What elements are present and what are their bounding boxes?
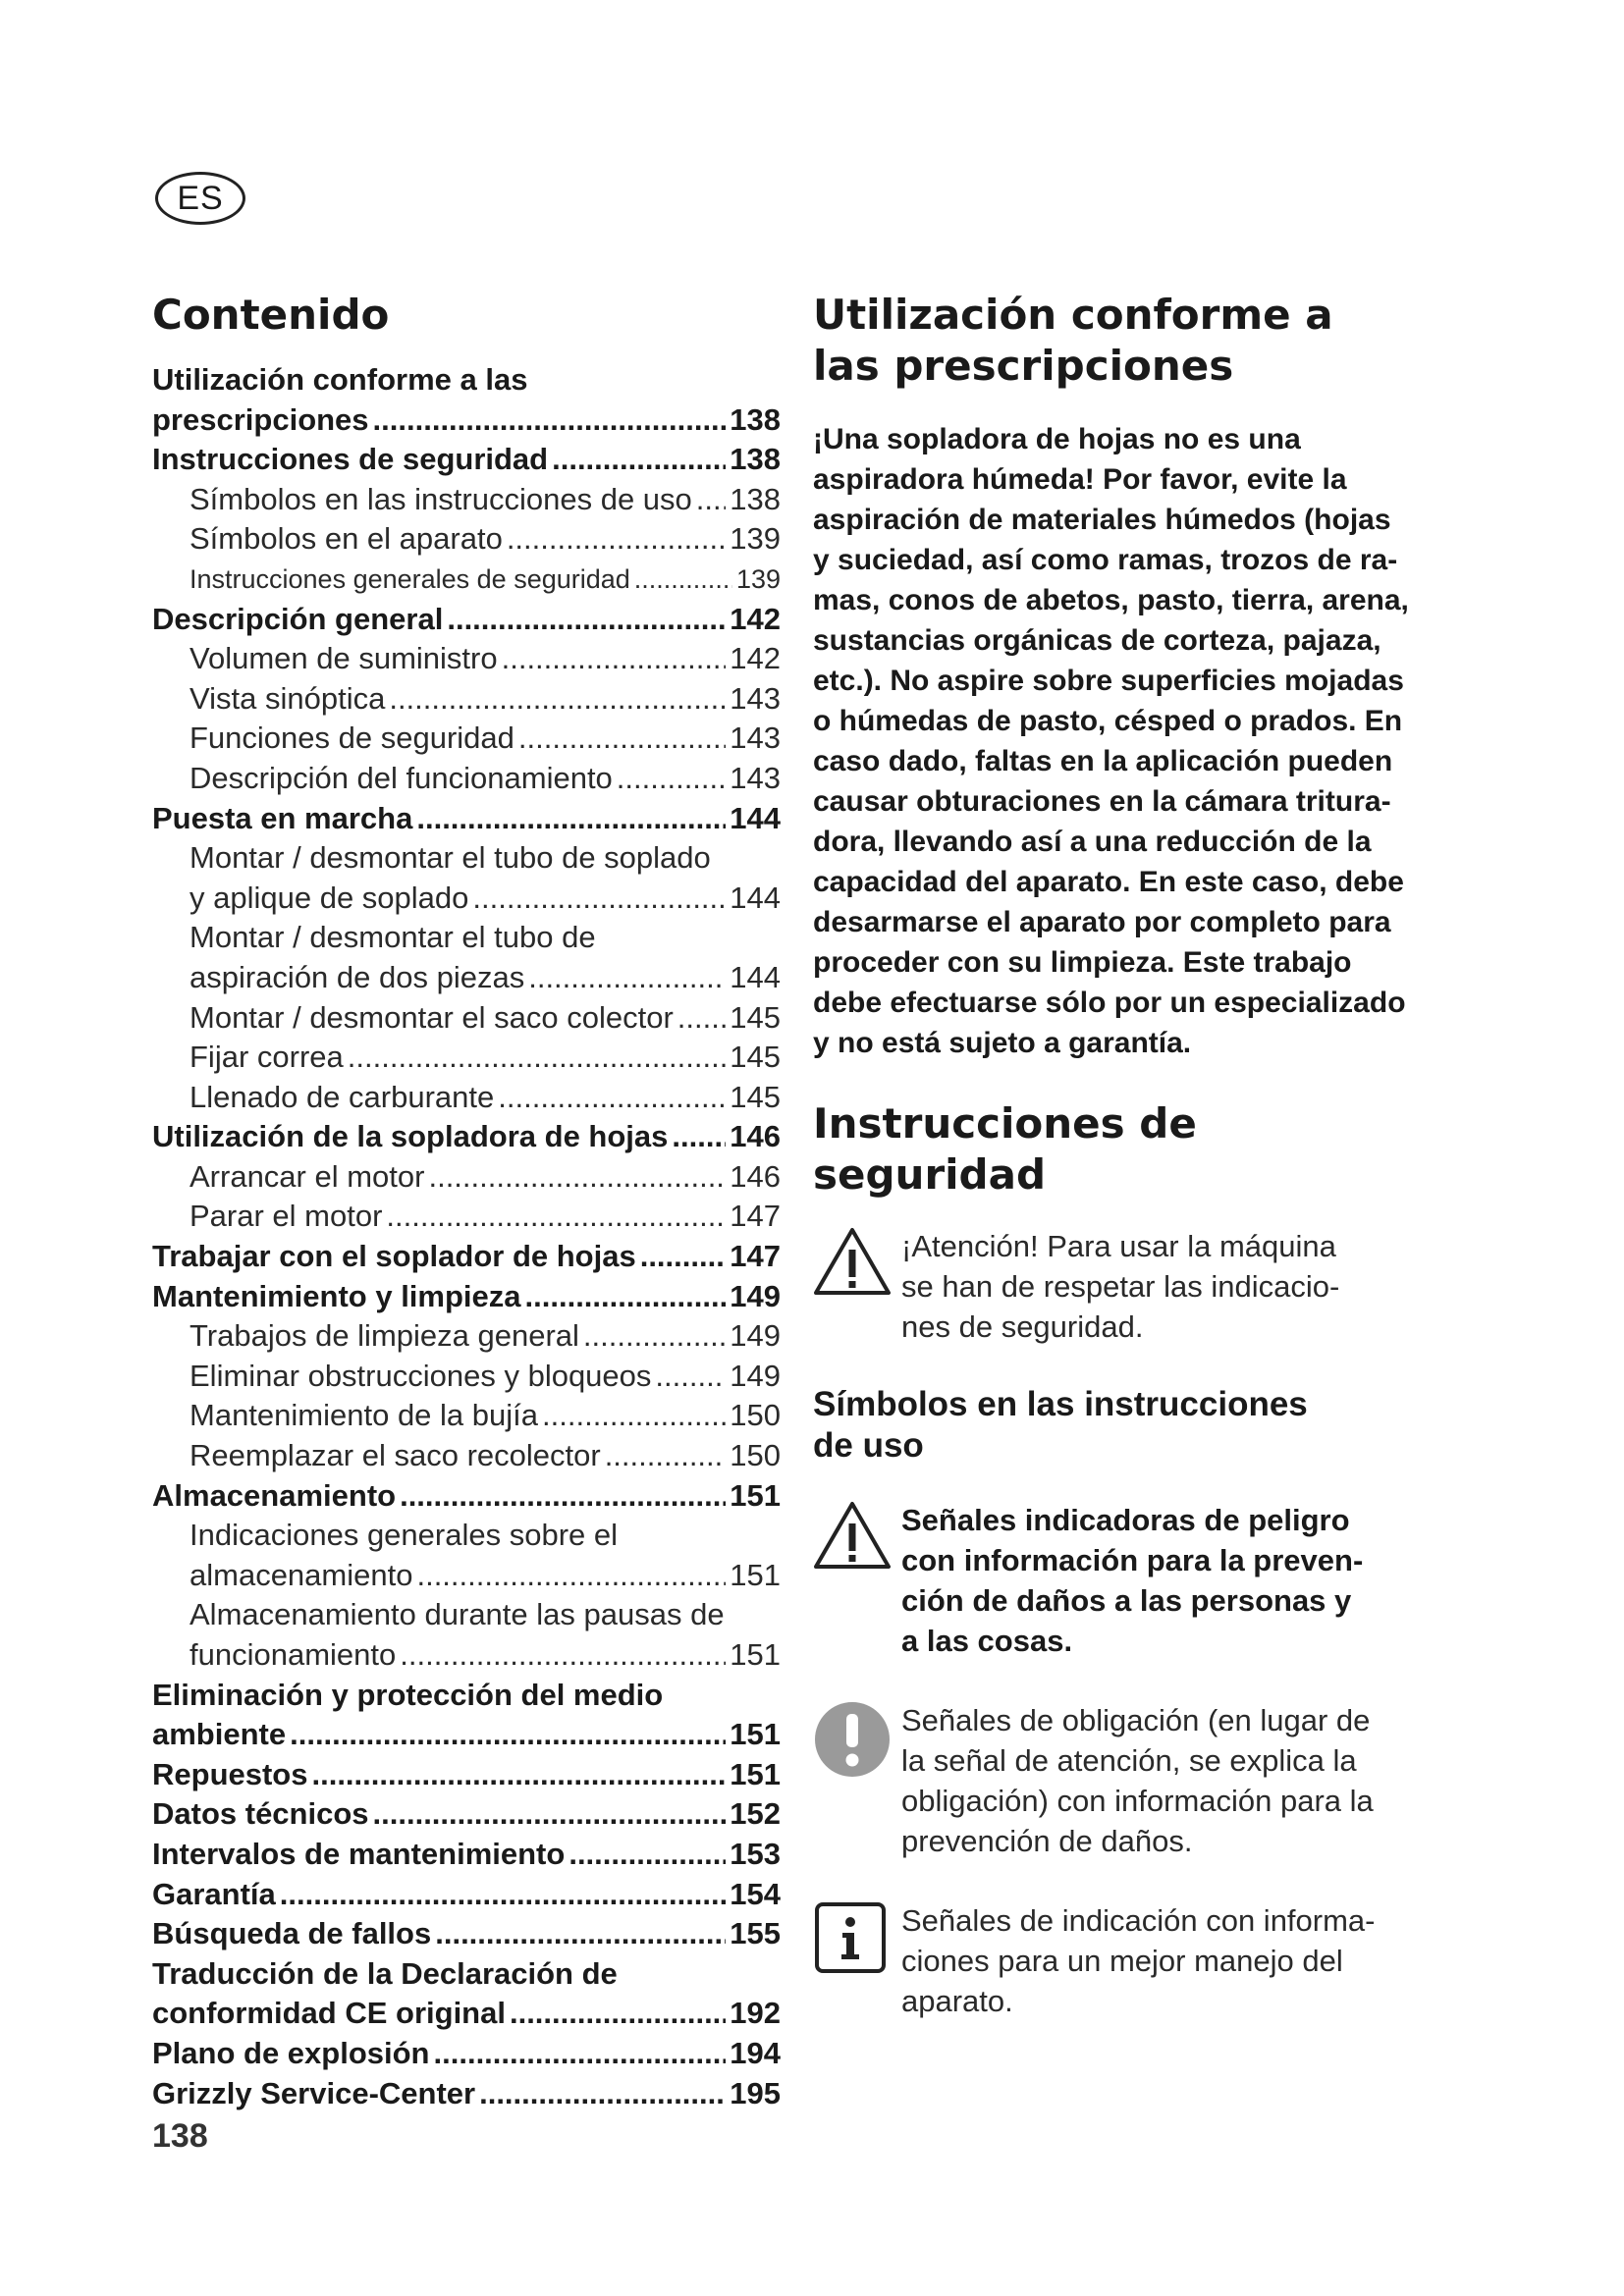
- toc-entry[interactable]: [152, 1277, 781, 1317]
- text-line: aspiración de materiales húmedos (hojas: [813, 504, 1391, 536]
- toc-entry-page: 154: [730, 1876, 781, 1911]
- toc-entry[interactable]: [152, 519, 781, 560]
- toc-entry-page: 151: [730, 1557, 781, 1592]
- table-of-contents: [152, 290, 781, 2156]
- text-line: caso dado, faltas en la aplicación pueden: [813, 745, 1393, 777]
- toc-entry[interactable]: [152, 719, 781, 759]
- obligation-symbol-explanation: [813, 1700, 1441, 1861]
- toc-entry-page: 143: [730, 721, 781, 756]
- toc-entry-page: 138: [730, 401, 781, 437]
- toc-entry[interactable]: [152, 1954, 781, 1995]
- toc-entry-text: ambiente: [152, 1717, 287, 1752]
- toc-entry-text: Eliminar obstrucciones y bloqueos: [189, 1358, 652, 1393]
- safety-heading-line1: Instrucciones de: [813, 1099, 1197, 1148]
- text-line: Señales de indicación con informa-: [901, 1903, 1376, 1938]
- toc-entry-page: 144: [730, 959, 781, 994]
- usage-paragraph: [813, 419, 1441, 1063]
- toc-entry[interactable]: [152, 759, 781, 799]
- toc-entry[interactable]: [152, 1038, 781, 1078]
- text-line: causar obturaciones en la cámara tritura-: [813, 785, 1391, 818]
- toc-entry-text: Montar / desmontar el saco colector: [189, 999, 674, 1035]
- toc-entry-page: 192: [730, 1996, 781, 2031]
- toc-entry-text: funcionamiento: [189, 1637, 397, 1672]
- info-symbol-explanation: [813, 1900, 1441, 2021]
- toc-entry-text: Puesta en marcha: [152, 800, 413, 835]
- toc-entry-page: 139: [730, 521, 781, 557]
- symbols-heading-line2: de uso: [813, 1426, 924, 1465]
- toc-entry[interactable]: [152, 2034, 781, 2074]
- toc-entry[interactable]: [152, 440, 781, 480]
- toc-entry[interactable]: [152, 1436, 781, 1476]
- toc-entry[interactable]: [152, 1237, 781, 1277]
- warning-triangle-icon: [813, 1226, 892, 1297]
- page-number: 138: [152, 2117, 208, 2156]
- toc-entry[interactable]: [152, 1316, 781, 1357]
- toc-entry-text: Instrucciones generales de seguridad: [189, 563, 630, 594]
- toc-entry[interactable]: [152, 1595, 781, 1635]
- toc-entry[interactable]: [152, 1914, 781, 1954]
- obligation-exclamation-icon: [813, 1700, 892, 1779]
- text-line: ¡Una sopladora de hojas no es una: [813, 423, 1301, 455]
- toc-entry-page: 151: [730, 1756, 781, 1791]
- toc-entry[interactable]: [152, 1835, 781, 1875]
- toc-entry-text: Garantía: [152, 1876, 276, 1911]
- toc-entry-page: 143: [730, 760, 781, 795]
- text-line: prevención de daños.: [901, 1824, 1193, 1858]
- toc-entry-page: 144: [730, 880, 781, 915]
- toc-entry-text: Repuestos: [152, 1756, 308, 1791]
- toc-list: [152, 360, 781, 2113]
- toc-entry-page: 145: [730, 1040, 781, 1075]
- usage-heading-line2: las prescripciones: [813, 342, 1234, 390]
- toc-entry-page: 150: [730, 1438, 781, 1473]
- toc-entry-page: 149: [730, 1278, 781, 1313]
- toc-entry[interactable]: [152, 2074, 781, 2114]
- usage-heading-line1: Utilización conforme a: [813, 291, 1333, 339]
- toc-entry[interactable]: [152, 1357, 781, 1397]
- attention-text: [901, 1226, 1441, 1347]
- toc-entry-page: 144: [730, 800, 781, 835]
- toc-entry-text: almacenamiento: [189, 1557, 413, 1592]
- toc-entry-text: Parar el motor: [189, 1199, 383, 1234]
- toc-entry-text: conformidad CE original: [152, 1996, 506, 2031]
- toc-entry-page: 142: [730, 601, 781, 636]
- toc-entry[interactable]: [152, 1078, 781, 1118]
- text-line: mas, conos de abetos, pasto, tierra, arena,: [813, 584, 1409, 616]
- text-line: obligación) con información para la: [901, 1784, 1374, 1818]
- text-line: debe efectuarse sólo por un especializado: [813, 987, 1406, 1019]
- toc-entry-text: Utilización de la sopladora de hojas: [152, 1119, 669, 1154]
- toc-entry-text: Funciones de seguridad: [189, 721, 514, 756]
- language-badge: ES: [155, 172, 245, 225]
- toc-entry-text: Utilización conforme a las: [152, 362, 528, 397]
- toc-entry-text: Montar / desmontar el tubo de soplado: [189, 840, 711, 876]
- info-icon: [813, 1900, 888, 1975]
- toc-entry[interactable]: [152, 1755, 781, 1795]
- toc-entry-text: Llenado de carburante: [189, 1079, 495, 1114]
- text-line: nes de seguridad.: [901, 1309, 1144, 1344]
- toc-entry[interactable]: [152, 1117, 781, 1157]
- toc-entry-page: 147: [730, 1199, 781, 1234]
- toc-entry-page: 151: [730, 1477, 781, 1513]
- text-line: capacidad del aparato. En este caso, debe: [813, 866, 1404, 898]
- toc-entry[interactable]: [152, 400, 781, 441]
- toc-entry-text: Vista sinóptica: [189, 680, 386, 716]
- text-line: aparato.: [901, 1984, 1013, 2018]
- safety-heading: [813, 1098, 1441, 1201]
- toc-entry-text: Traducción de la Declaración de: [152, 1955, 618, 1991]
- toc-entry-page: 155: [730, 1916, 781, 1951]
- toc-entry[interactable]: [152, 360, 781, 400]
- toc-entry[interactable]: [152, 1556, 781, 1596]
- toc-entry-text: aspiración de dos piezas: [189, 959, 525, 994]
- toc-entry-page: 138: [730, 442, 781, 477]
- toc-entry[interactable]: [152, 1676, 781, 1716]
- text-line: la señal de atención, se explica la: [901, 1743, 1357, 1778]
- toc-entry-text: prescripciones: [152, 401, 369, 437]
- toc-entry-text: Búsqueda de fallos: [152, 1916, 432, 1951]
- toc-entry-page: 150: [730, 1398, 781, 1433]
- toc-entry[interactable]: [152, 918, 781, 958]
- toc-entry-text: Grizzly Service-Center: [152, 2075, 476, 2110]
- toc-entry-text: Datos técnicos: [152, 1796, 369, 1832]
- toc-entry-page: 143: [730, 680, 781, 716]
- toc-entry-page: 149: [730, 1358, 781, 1393]
- toc-entry[interactable]: [152, 1197, 781, 1237]
- danger-symbol-explanation: [813, 1500, 1441, 1661]
- toc-entry[interactable]: [152, 1715, 781, 1755]
- toc-entry-page: 149: [730, 1318, 781, 1354]
- toc-title: Contenido: [152, 291, 390, 339]
- content-column: [813, 290, 1441, 2021]
- toc-entry-page: 145: [730, 1079, 781, 1114]
- text-line: sustancias orgánicas de corteza, pajaza,: [813, 624, 1381, 657]
- toc-entry-text: Mantenimiento y limpieza: [152, 1278, 521, 1313]
- text-line: y no está sujeto a garantía.: [813, 1027, 1192, 1059]
- warning-triangle-icon: [813, 1500, 892, 1571]
- toc-entry-page: 147: [730, 1239, 781, 1274]
- symbols-heading: [813, 1384, 1441, 1467]
- text-line: se han de respetar las indicacio-: [901, 1269, 1340, 1304]
- toc-entry-text: y aplique de soplado: [189, 880, 469, 915]
- toc-entry-text: Descripción general: [152, 601, 444, 636]
- toc-entry-text: Trabajos de limpieza general: [189, 1318, 579, 1354]
- toc-entry-text: Plano de explosión: [152, 2035, 430, 2070]
- toc-entry[interactable]: [152, 639, 781, 679]
- toc-entry-page: 151: [730, 1717, 781, 1752]
- toc-entry-page: 146: [730, 1158, 781, 1194]
- toc-entry[interactable]: [152, 1396, 781, 1436]
- attention-notice: [813, 1226, 1441, 1347]
- toc-entry-text: Volumen de suministro: [189, 641, 498, 676]
- toc-entry[interactable]: [152, 560, 781, 600]
- toc-entry-page: 194: [730, 2035, 781, 2070]
- toc-entry-page: 142: [730, 641, 781, 676]
- toc-entry[interactable]: [152, 998, 781, 1039]
- toc-entry[interactable]: [152, 1994, 781, 2034]
- toc-entry[interactable]: [152, 838, 781, 879]
- toc-entry-text: Indicaciones generales sobre el: [189, 1518, 618, 1553]
- usage-heading: [813, 290, 1441, 392]
- safety-heading-line2: seguridad: [813, 1150, 1047, 1199]
- toc-entry-text: Símbolos en el aparato: [189, 521, 503, 557]
- text-line: dora, llevando así a una reducción de la: [813, 826, 1372, 858]
- toc-entry[interactable]: [152, 799, 781, 839]
- toc-entry-page: 139: [735, 563, 781, 594]
- toc-entry-text: Reemplazar el saco recolector: [189, 1438, 601, 1473]
- toc-entry-page: 195: [730, 2075, 781, 2110]
- text-line: y suciedad, así como ramas, trozos de ra-: [813, 544, 1398, 576]
- toc-entry[interactable]: [152, 1794, 781, 1835]
- toc-entry[interactable]: [152, 1635, 781, 1676]
- toc-entry-text: Trabajar con el soplador de hojas: [152, 1239, 636, 1274]
- toc-entry[interactable]: [152, 1875, 781, 1915]
- obligation-symbol-text: [901, 1700, 1441, 1861]
- symbols-heading-line1: Símbolos en las instrucciones: [813, 1385, 1308, 1423]
- danger-symbol-text: [901, 1500, 1441, 1661]
- toc-entry-text: Eliminación y protección del medio: [152, 1677, 664, 1712]
- toc-entry-text: Intervalos de mantenimiento: [152, 1836, 566, 1871]
- toc-entry[interactable]: [152, 879, 781, 919]
- toc-entry-page: 145: [730, 999, 781, 1035]
- toc-entry-text: Almacenamiento: [152, 1477, 397, 1513]
- text-line: ción de daños a las personas y: [901, 1583, 1352, 1618]
- toc-entry-page: 138: [730, 481, 781, 516]
- text-line: Señales indicadoras de peligro: [901, 1503, 1350, 1537]
- toc-entry-text: Arrancar el motor: [189, 1158, 425, 1194]
- toc-entry-text: Mantenimiento de la bujía: [189, 1398, 539, 1433]
- info-symbol-text: [901, 1900, 1441, 2021]
- toc-entry[interactable]: [152, 600, 781, 640]
- toc-entry-text: Montar / desmontar el tubo de: [189, 920, 596, 955]
- toc-entry-text: Fijar correa: [189, 1040, 344, 1075]
- toc-entry-text: Instrucciones de seguridad: [152, 442, 549, 477]
- text-line: proceder con su limpieza. Este trabajo: [813, 946, 1352, 979]
- toc-entry[interactable]: [152, 1516, 781, 1556]
- toc-entry-text: Descripción del funcionamiento: [189, 760, 613, 795]
- text-line: aspiradora húmeda! Por favor, evite la: [813, 463, 1347, 496]
- toc-entry[interactable]: [152, 480, 781, 520]
- toc-entry-text: Símbolos en las instrucciones de uso: [189, 481, 692, 516]
- toc-entry[interactable]: [152, 1157, 781, 1198]
- text-line: o húmedas de pasto, césped o prados. En: [813, 705, 1403, 737]
- text-line: ¡Atención! Para usar la máquina: [901, 1229, 1336, 1263]
- toc-entry[interactable]: [152, 1476, 781, 1517]
- text-line: desarmarse el aparato por completo para: [813, 906, 1391, 938]
- toc-entry-page: 153: [730, 1836, 781, 1871]
- text-line: etc.). No aspire sobre superficies mojadas: [813, 665, 1404, 697]
- toc-entry-page: 146: [730, 1119, 781, 1154]
- toc-entry-page: 151: [730, 1637, 781, 1672]
- toc-entry-page: 152: [730, 1796, 781, 1832]
- text-line: a las cosas.: [901, 1624, 1073, 1658]
- toc-entry-text: Almacenamiento durante las pausas de: [189, 1597, 725, 1632]
- toc-entry[interactable]: [152, 679, 781, 720]
- text-line: con información para la preven-: [901, 1543, 1364, 1577]
- toc-entry[interactable]: [152, 958, 781, 998]
- text-line: ciones para un mejor manejo del: [901, 1944, 1343, 1978]
- text-line: Señales de obligación (en lugar de: [901, 1703, 1371, 1737]
